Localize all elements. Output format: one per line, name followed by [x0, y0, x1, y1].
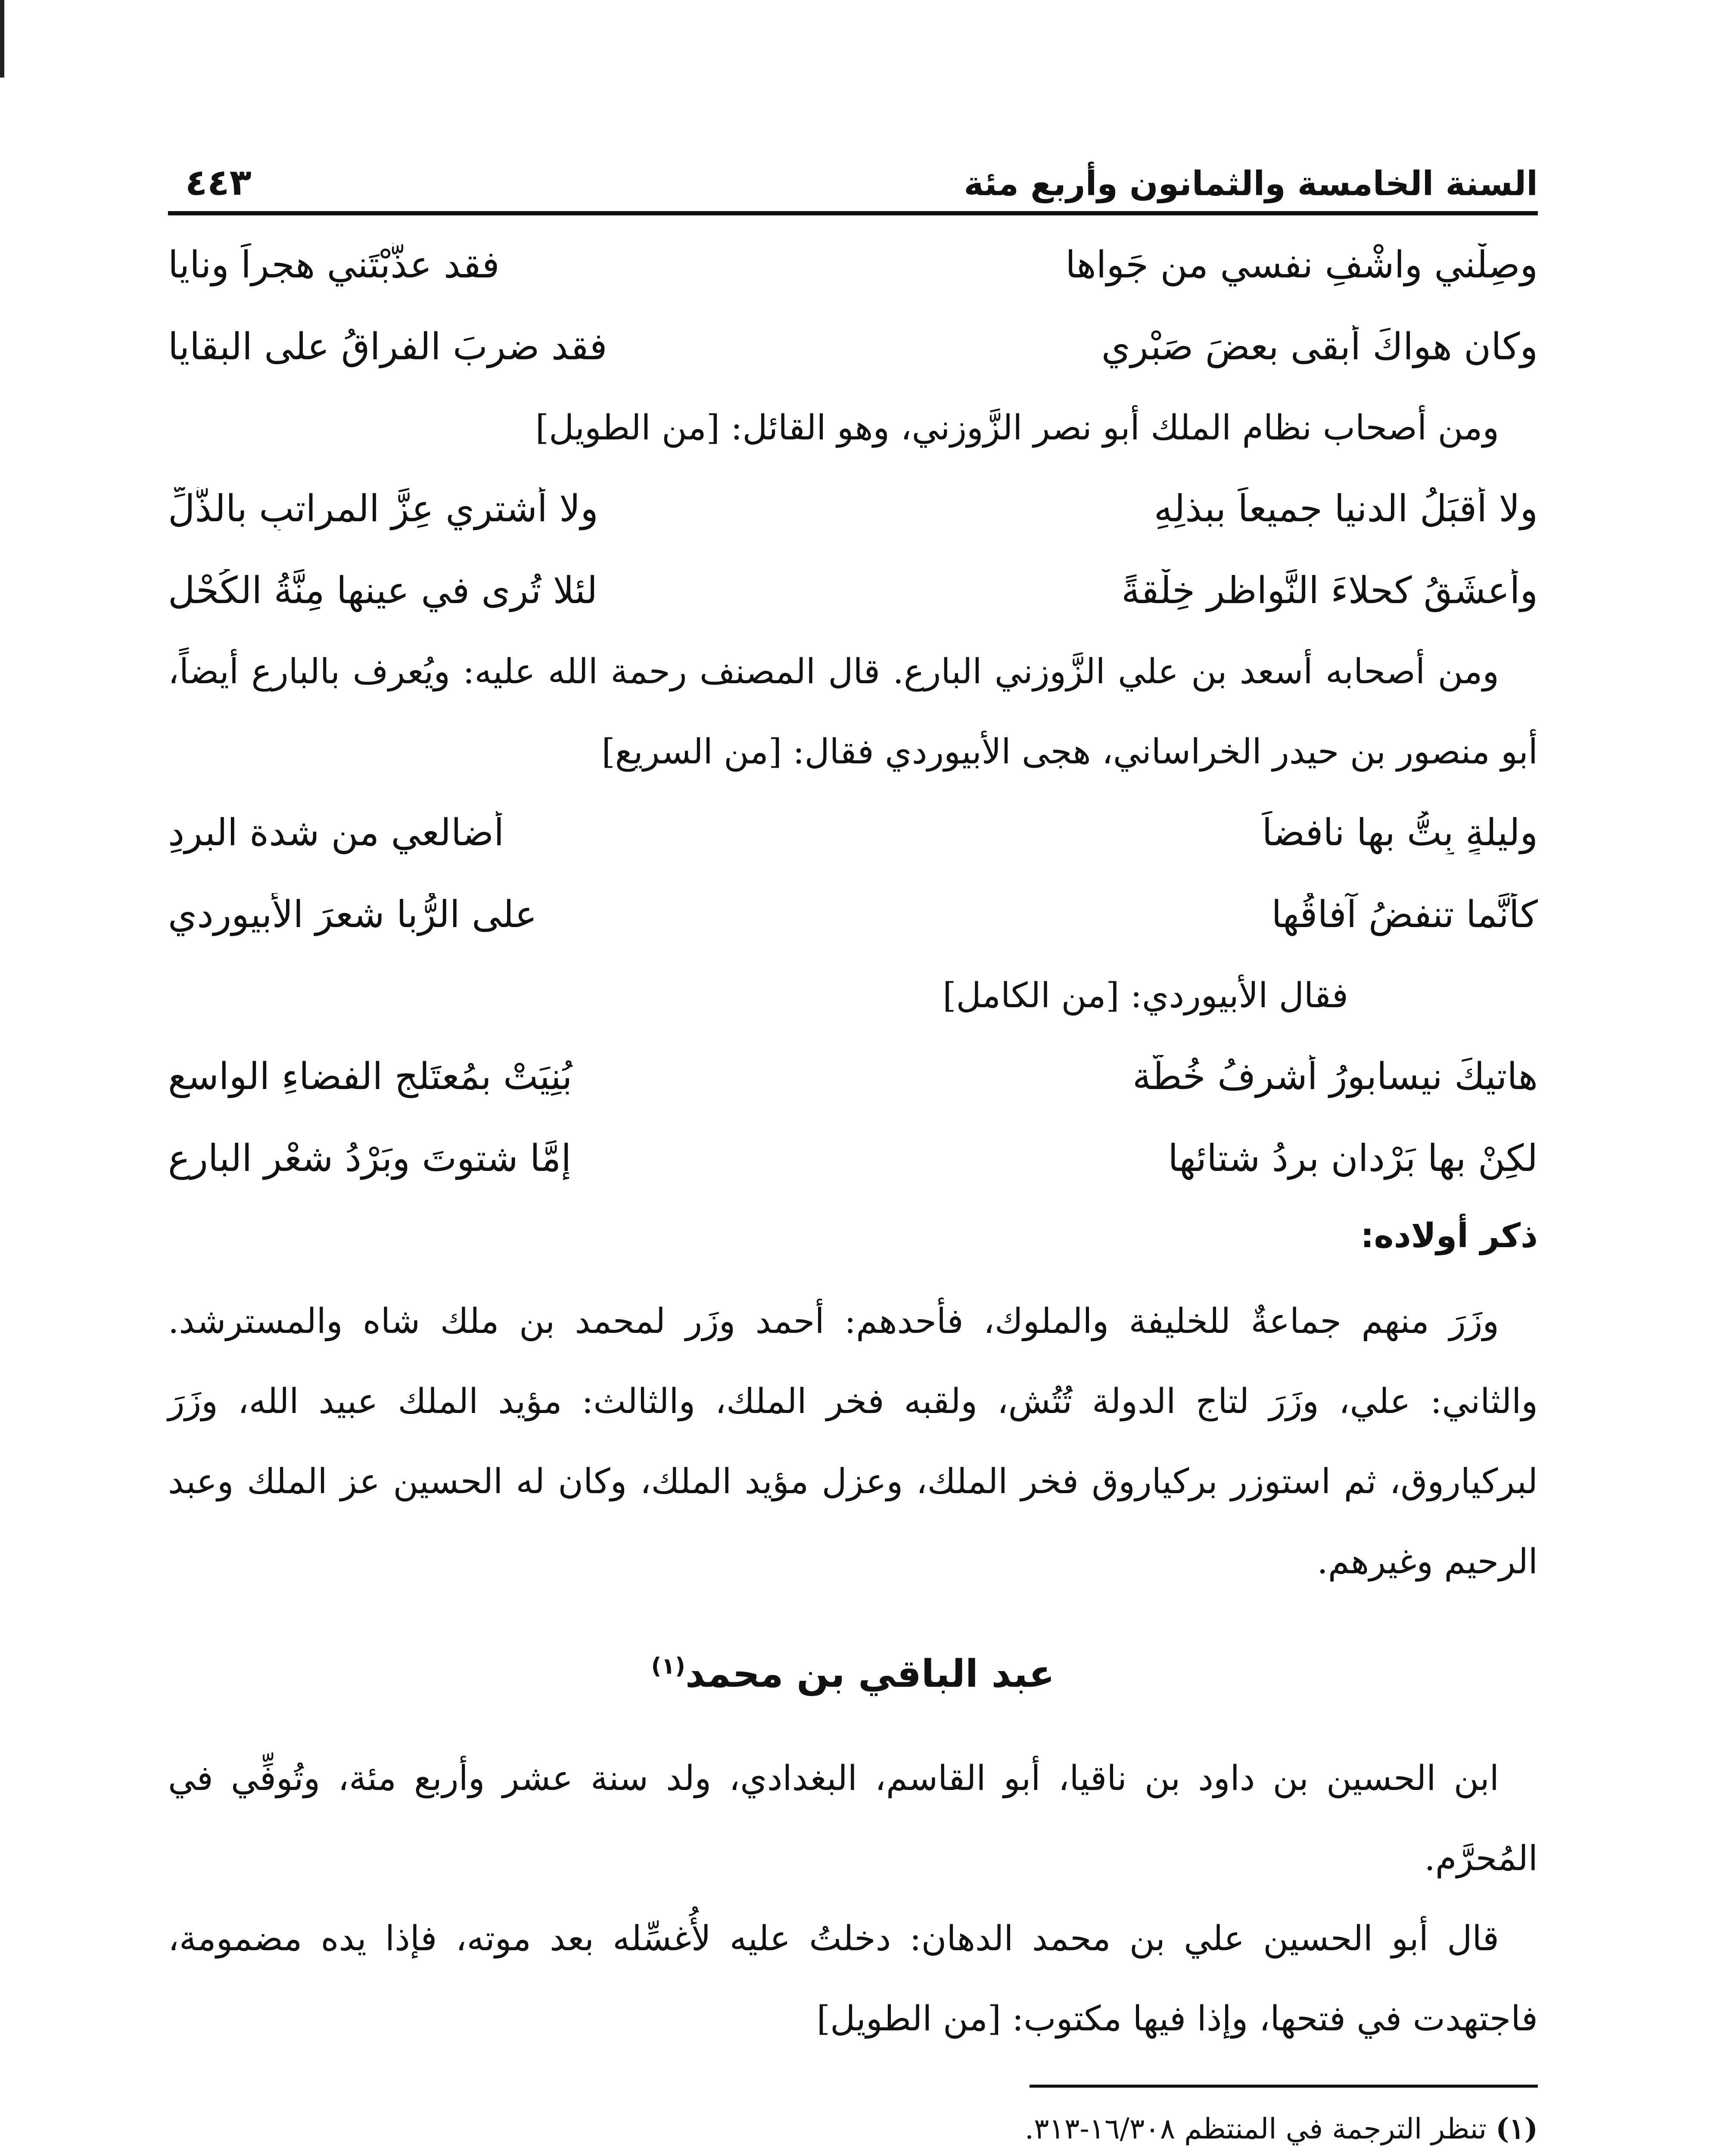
entry-title-text: عبد الباقي بن محمد: [685, 1651, 1055, 1696]
verse-second-hemistich: ولا أشتري عِزَّ المراتبِ بالذُّلِّ: [168, 487, 598, 530]
verse-first-hemistich: كأنَّما تنفضُ آفاقُها: [1271, 893, 1538, 936]
page-edge-mark: [0, 0, 4, 78]
paragraph-entry-bio: ابن الحسين بن داود بن ناقيا، أبو القاسم، البغدادي، ولد سنة عشر وأربع مئة، وتُوفِّي في المُحرَّم.: [168, 1758, 1538, 1879]
entry-title: [168, 1602, 1538, 1738]
verse: [168, 224, 1538, 306]
paragraph-bari-intro: ومن أصحابه أسعد بن علي الزَّوزني البارع. قال المصنف رحمة الله عليه: ويُعرف بالبارع أيضاً، أبو منصور بن حيدر الخراساني، هجى الأبيوردي فقال: [من السريع]: [168, 651, 1538, 772]
verse-first-hemistich: وصِلْني واشْفِ نفسي من جَواها: [1065, 243, 1538, 286]
poem-1: [168, 224, 1538, 388]
verse-second-hemistich: فقد عذَّبْتَني هجراً ونايا: [168, 243, 500, 286]
page-body: [168, 142, 1538, 2154]
verse-first-hemistich: ولا أقبَلُ الدنيا جميعاً ببذلِهِ: [1154, 487, 1538, 530]
verse: [168, 792, 1538, 874]
running-title: السنة الخامسة والثمانون وأربع مئة: [964, 165, 1538, 203]
verse-first-hemistich: وليلةٍ بِتُّ بها نافضاً: [1262, 811, 1538, 854]
verse: [168, 874, 1538, 956]
verse: [168, 1036, 1538, 1117]
footnote-mark: (١): [1496, 2112, 1538, 2146]
verse-first-hemistich: لكِنْ بها بَرْدانِ بردُ شتائها: [1168, 1137, 1538, 1180]
page-number: ٤٤٣: [185, 161, 252, 203]
verse-second-hemistich: لئلا تُرى في عينها مِنَّةُ الكُحْلِ: [168, 569, 598, 612]
verse: [168, 1117, 1538, 1199]
running-header: [168, 142, 1538, 215]
verse: [168, 468, 1538, 550]
verse-first-hemistich: هاتيكَ نيسابورُ أشرفُ خُطَّة: [1132, 1055, 1538, 1098]
paragraph-abiwardi-reply: فقال الأبيوردي: [من الكامل]: [943, 975, 1348, 1015]
verse-first-hemistich: وكان هواكَ أبقى بعضَ صَبْري: [1101, 325, 1538, 368]
verse: [168, 306, 1538, 388]
paragraph-entry-anecdote: قال أبو الحسين علي بن محمد الدهان: دخلتُ عليه لأُغسِّله بعد موته، فإذا يده مضمومة، فاجتهدت في فتحها، وإذا فيها مكتوب: [من الطويل]: [168, 1918, 1538, 2039]
poem-4: [168, 1036, 1538, 1199]
verse-second-hemistich: بُنِيَتْ بمُعتَلجِ الفضاءِ الواسعِ: [168, 1055, 572, 1098]
verse: [168, 550, 1538, 632]
section-heading-children: ذكر أولاده:: [1360, 1217, 1538, 1255]
verse-second-hemistich: فقد ضربَ الفراقُ على البقايا: [168, 325, 607, 368]
footnote-divider: [1030, 2085, 1538, 2088]
paragraph-zawzani-intro: ومن أصحاب نظام الملك أبو نصر الزَّوزني، وهو القائل: [من الطويل]: [535, 408, 1499, 448]
paragraph-children: وزَرَ منهم جماعةٌ للخليفة والملوك، فأحدهم: أحمد وزَر لمحمد بن ملك شاه والمسترشد. والثاني: علي، وزَرَ لتاج الدولة تُتُش، ولقبه فخر الملك، والثالث: مؤيد الملك عبيد الله، وزَرَ لبركياروق، ثم استوزر بركياروق فخر الملك، وعزل مؤيد الملك، وكان له الحسين عز الملك وعبد الرحيم وغيرهم.: [168, 1301, 1538, 1581]
footnote: [168, 2096, 1538, 2154]
verse-first-hemistich: وأعشَقُ كحلاءَ النَّواظرِ خِلْقةً: [1121, 569, 1538, 612]
verse-second-hemistich: إمَّا شتوتَ وبَرْدُ شعْرِ البارعِ: [168, 1137, 572, 1180]
poem-2: [168, 468, 1538, 632]
footnote-reference: (١): [651, 1653, 685, 1679]
verse-second-hemistich: أضالعي من شدة البردِ: [168, 811, 504, 854]
poem-3: [168, 792, 1538, 956]
verse-second-hemistich: على الرُّبا شعرَ الأبيوردي: [168, 893, 537, 936]
footnote-text: تنظر الترجمة في المنتظم ١٦/٣٠٨-٣١٣.: [1025, 2112, 1487, 2146]
